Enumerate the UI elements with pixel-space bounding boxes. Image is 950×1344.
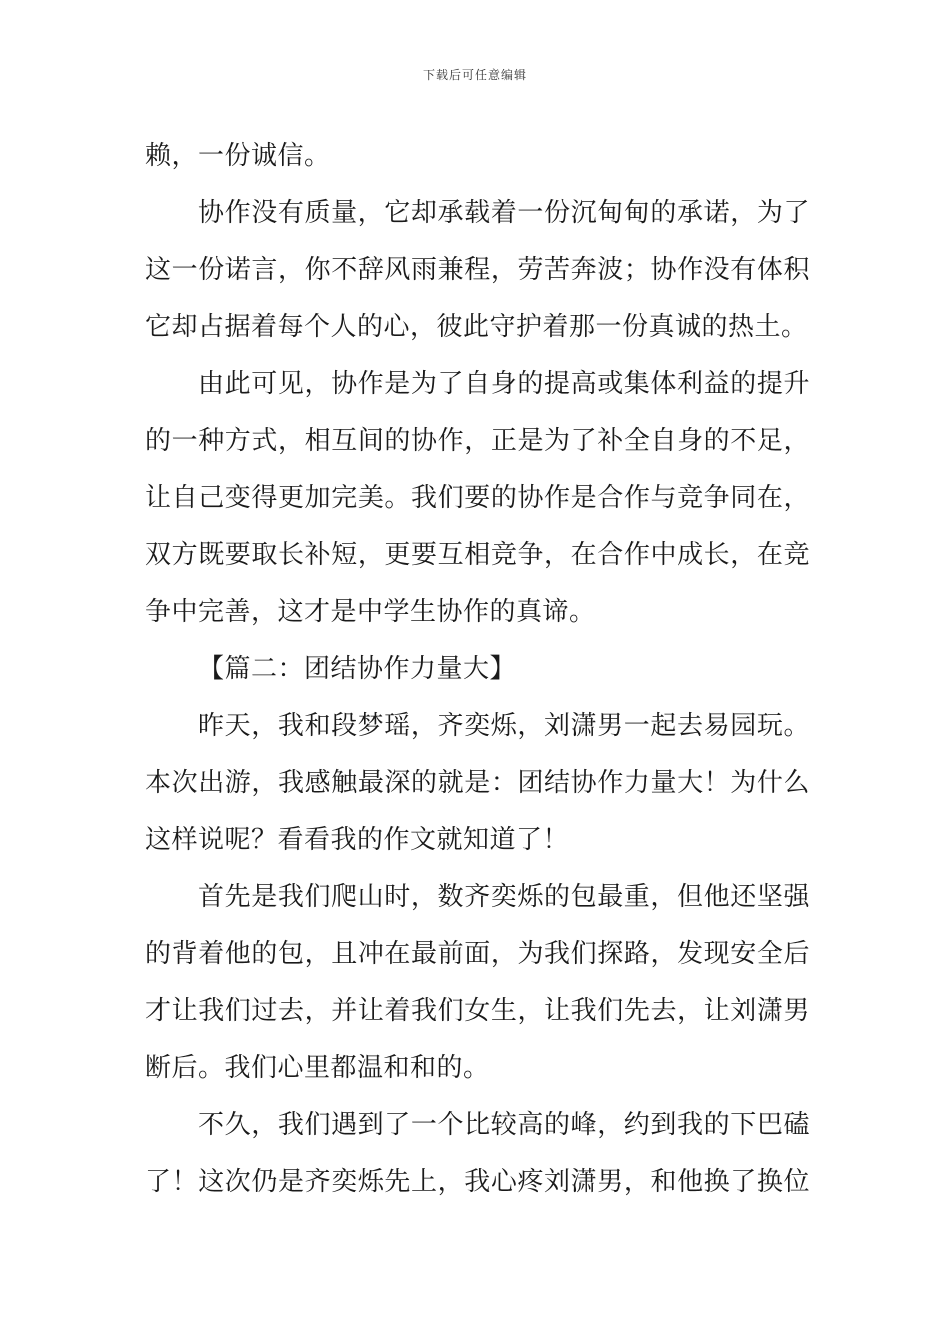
paragraph-2 — [145, 185, 810, 356]
text-line: 的一种方式，相互间的协作，正是为了补全自身的不足， — [145, 426, 810, 456]
text-line: 了！这次仍是齐奕烁先上，我心疼刘潇男，和他换了换位 — [145, 1167, 810, 1197]
text-line: 昨天，我和段梦瑶，齐奕烁，刘潇男一起去易园玩。 — [198, 711, 810, 741]
text-line: 才让我们过去，并让着我们女生，让我们先去，让刘潇男 — [145, 996, 810, 1026]
text-line: 断后。我们心里都温和和的。 — [145, 1053, 490, 1083]
text-line: 这样说呢？看看我的作文就知道了！ — [145, 825, 570, 855]
text-line: 本次出游，我感触最深的就是：团结协作力量大！为什么 — [145, 768, 810, 798]
text-line: 争中完善，这才是中学生协作的真谛。 — [145, 597, 596, 627]
text-line: 首先是我们爬山时，数齐奕烁的包最重，但他还坚强 — [198, 882, 810, 912]
text-line: 让自己变得更加完美。我们要的协作是合作与竞争同在， — [145, 483, 810, 513]
paragraph-7 — [145, 1097, 810, 1211]
text-line: 协作没有质量，它却承载着一份沉甸甸的承诺，为了 — [198, 198, 810, 228]
text-line: 赖，一份诚信。 — [145, 141, 331, 171]
text-line: 不久，我们遇到了一个比较高的峰，约到我的下巴磕 — [198, 1110, 810, 1140]
text-line: 的背着他的包，且冲在最前面，为我们探路，发现安全后 — [145, 939, 810, 969]
section-heading — [145, 641, 810, 698]
document-body — [145, 128, 810, 1211]
page-header-note: 下载后可任意编辑 — [422, 68, 527, 82]
paragraph-5 — [145, 698, 810, 869]
section-heading-text: 【篇二：团结协作力量大】 — [198, 654, 517, 684]
text-line: 双方既要取长补短，更要互相竞争，在合作中成长，在竞 — [145, 540, 810, 570]
paragraph-3 — [145, 356, 810, 641]
text-line: 这一份诺言，你不辞风雨兼程，劳苦奔波；协作没有体积 — [145, 255, 810, 285]
paragraph-1 — [145, 128, 810, 185]
paragraph-6 — [145, 869, 810, 1097]
text-line: 由此可见，协作是为了自身的提高或集体利益的提升 — [198, 369, 810, 399]
text-line: 它却占据着每个人的心，彼此守护着那一份真诚的热土。 — [145, 312, 808, 342]
